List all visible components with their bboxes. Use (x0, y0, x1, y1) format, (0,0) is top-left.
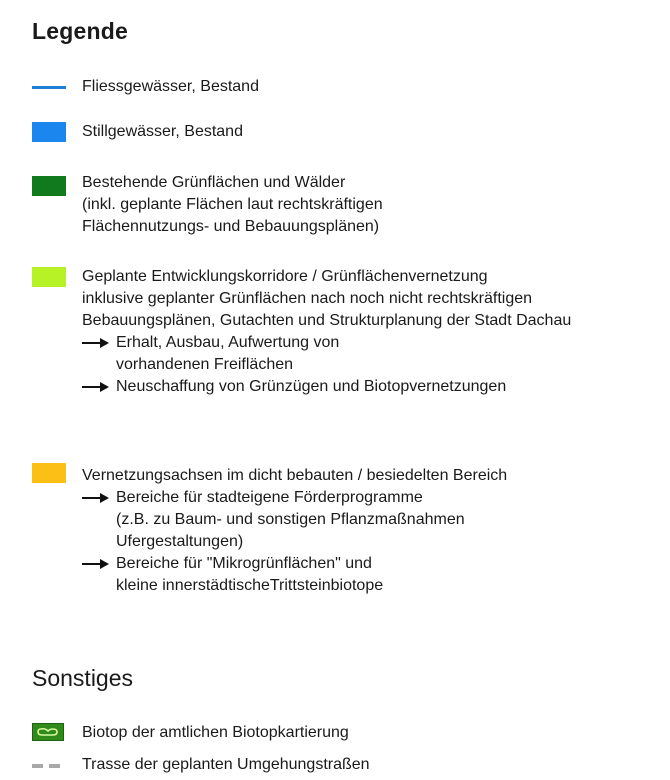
dark-green-square-symbol (32, 176, 66, 196)
legend-entry-label: Stillgewässer, Bestand (82, 123, 243, 140)
legend-entry-label: Bestehende Grünflächen und Wälder (82, 174, 346, 191)
biotope-icon (32, 723, 64, 741)
legend-entry-label: Trasse der geplanten Umgehungstraßen (82, 756, 370, 773)
legend-entry-label: Bebauungsplänen, Gutachten und Strukturplanung der Stadt Dachau (82, 312, 572, 329)
legend-entry-biotope (32, 722, 662, 746)
legend-entry-bypass-route (32, 754, 662, 778)
bullet-continuation: Ufergestaltungen) (116, 533, 244, 550)
legend-entry-label: Biotop der amtlichen Biotopkartierung (82, 724, 349, 741)
legend-entry-label: Geplante Entwicklungskorridore / Grünflächenvernetzung (82, 268, 488, 285)
bullet-continuation: vorhandenen Freiflächen (116, 356, 294, 373)
bullet-row: Bereiche für "Mikrogrünflächen" und (82, 553, 662, 575)
legend-entry-label: Flächennutzungs- und Bebauungsplänen) (82, 218, 380, 235)
grey-dashed-line-symbol (32, 754, 66, 778)
bullet-continuation: kleine innerstädtischeTrittsteinbiotope (116, 577, 384, 594)
legend-entry-label: inklusive geplanter Grünflächen nach noch nicht rechtskräftigen (82, 290, 533, 307)
legend-title: Legende (32, 18, 128, 44)
bullet-row: Neuschaffung von Grünzügen und Biotopvernetzungen (82, 376, 662, 398)
other-section-title: Sonstiges (32, 665, 134, 691)
arrow-right-icon (82, 338, 110, 348)
bullet-row: Bereiche für stadteigene Förderprogramme (82, 487, 662, 509)
blue-square-symbol (32, 122, 66, 142)
arrow-right-icon (82, 493, 110, 503)
legend-entry-flowing-water (32, 76, 662, 100)
arrow-right-icon (82, 559, 110, 569)
arrow-right-icon (82, 382, 110, 392)
blue-line-symbol (32, 86, 66, 89)
orange-square-symbol (32, 463, 66, 483)
legend-entry-existing-green (32, 172, 662, 242)
legend-entry-label: Fliessgewässer, Bestand (82, 78, 259, 95)
legend-entry-label: (inkl. geplante Flächen laut rechtskräftigen (82, 196, 383, 213)
legend-entry-connection-axes (32, 463, 662, 623)
legend-entry-standing-water (32, 121, 662, 145)
legend-entry-planned-corridors (32, 266, 662, 426)
light-green-square-symbol (32, 267, 66, 287)
legend-entry-label: Vernetzungsachsen im dicht bebauten / besiedelten Bereich (82, 467, 508, 484)
bullet-row: Erhalt, Ausbau, Aufwertung von (82, 332, 662, 354)
bullet-continuation: (z.B. zu Baum- und sonstigen Pflanzmaßnahmen (116, 511, 465, 528)
